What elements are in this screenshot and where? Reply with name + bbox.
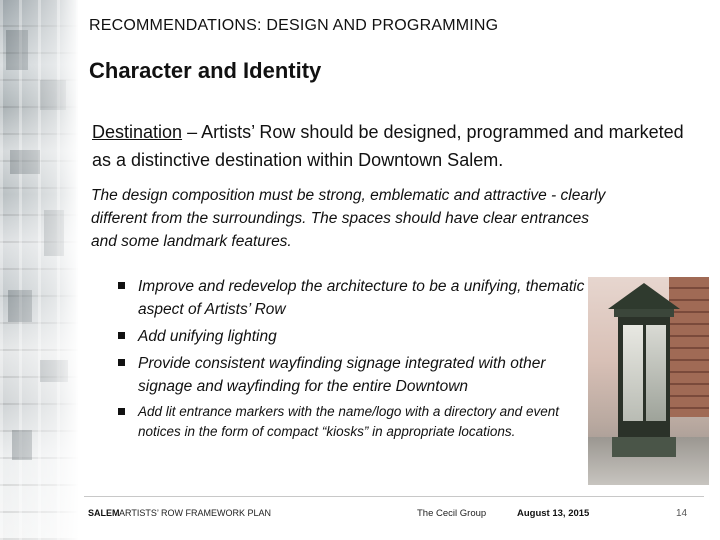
page-number: 14 [676,508,688,519]
bullet-list [118,275,588,446]
footer-firm: The Cecil Group [417,508,487,519]
footer-divider [84,496,704,497]
kiosk-photo [588,277,709,485]
list-item [118,275,588,321]
list-item-text: Add unifying lighting [138,328,277,345]
footer-brand: SALEM [88,508,120,518]
list-item-text: Improve and redevelop the architecture to be a unifying, thematic aspect of Artists’ Row [138,278,585,318]
page-title: Character and Identity [89,58,322,83]
bullet-square-icon [118,359,125,366]
section-header: RECOMMENDATIONS: DESIGN AND PROGRAMMING [89,17,499,34]
footer-date: August 13, 2015 [517,508,590,519]
list-item-text: Add lit entrance markers with the name/logo with a directory and event notices in the form of compact “kiosks” in appropriate locations. [138,404,559,439]
lead-keyword: Destination [92,122,183,142]
bullet-square-icon [118,332,125,339]
body-paragraph: The design composition must be strong, emblematic and attractive - clearly different from the surroundings. The spaces should have clear entrances and some landmark features. [91,187,606,250]
lead-text: – Artists’ Row should be designed, programmed and marketed as a distinctive destination within Downtown Salem. [92,122,684,170]
aerial-photo-strip [0,0,78,540]
bullet-square-icon [118,408,125,415]
list-item [118,402,588,442]
footer-document-title: ARTISTS’ ROW FRAMEWORK PLAN [119,508,272,518]
bullet-square-icon [118,282,125,289]
lead-paragraph [92,118,692,174]
list-item [118,325,588,348]
list-item-text: Provide consistent wayfinding signage integrated with other signage and wayfinding for the entire Downtown [138,355,546,395]
list-item [118,352,588,398]
